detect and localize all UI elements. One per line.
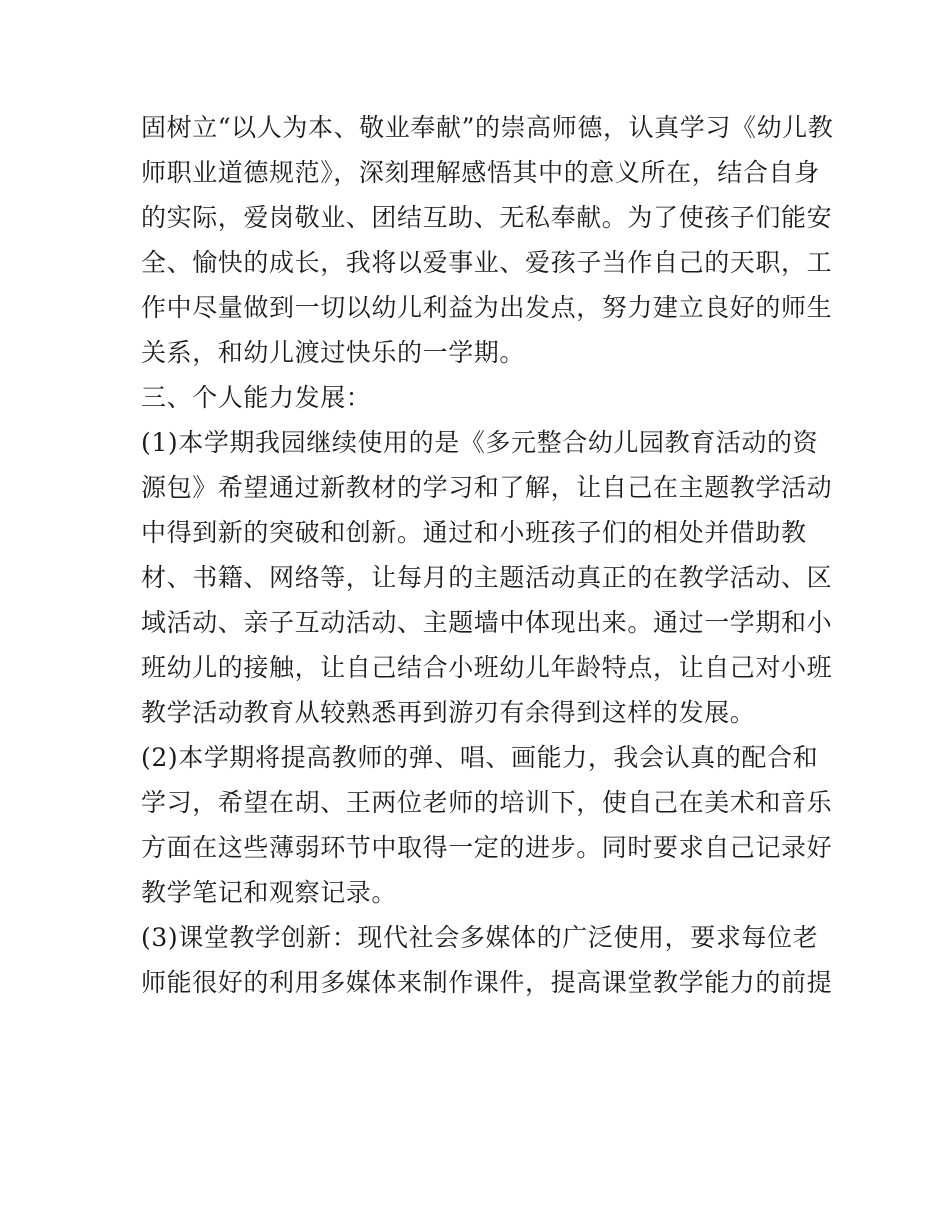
document-body bbox=[141, 105, 834, 1005]
text-line: 全、愉快的成长，我将以爱事业、爱孩子当作自己的天职，工 bbox=[141, 248, 833, 277]
text-line: 方面在这些薄弱环节中取得一定的进步。同时要求自己记录好 bbox=[141, 833, 833, 862]
text-line: 师职业道德规范》，深刻理解感悟其中的意义所在，结合自身 bbox=[141, 158, 820, 187]
text-line: (2)本学期将提高教师的弹、唱、画能力，我会认真的配合和 bbox=[141, 743, 819, 772]
text-line: 作中尽量做到一切以幼儿利益为出发点，努力建立良好的师生 bbox=[141, 293, 833, 322]
text-line: (1)本学期我园继续使用的是《多元整合幼儿园教育活动的资 bbox=[141, 428, 819, 457]
text-line: 材、书籍、网络等，让每月的主题活动真正的在教学活动、区 bbox=[141, 563, 833, 592]
text-line: 师能很好的利用多媒体来制作课件，提高课堂教学能力的前提 bbox=[141, 968, 833, 997]
text-line: (3)课堂教学创新：现代社会多媒体的广泛使用，要求每位老 bbox=[141, 923, 819, 952]
text-line: 教学笔记和观察记录。 bbox=[141, 878, 398, 907]
text-line: 关系，和幼儿渡过快乐的一学期。 bbox=[141, 338, 526, 367]
text-line: 的实际，爱岗敬业、团结互助、无私奉献。为了使孩子们能安 bbox=[141, 203, 833, 232]
text-line: 域活动、亲子互动活动、主题墙中体现出来。通过一学期和小 bbox=[141, 608, 833, 637]
text-line: 学习，希望在胡、王两位老师的培训下，使自己在美术和音乐 bbox=[141, 788, 833, 817]
text-line: 班幼儿的接触，让自己结合小班幼儿年龄特点，让自己对小班 bbox=[141, 653, 833, 682]
text-line: 教学活动教育从较熟悉再到游刃有余得到这样的发展。 bbox=[141, 698, 756, 727]
text-line: 中得到新的突破和创新。通过和小班孩子们的相处并借助教 bbox=[141, 518, 807, 547]
section-heading: 三、个人能力发展： bbox=[141, 383, 372, 412]
text-line: 源包》希望通过新教材的学习和了解，让自己在主题教学活动 bbox=[141, 473, 833, 502]
text-line: 固树立“以人为本、敬业奉献”的崇高师德，认真学习《幼儿教 bbox=[141, 113, 834, 142]
